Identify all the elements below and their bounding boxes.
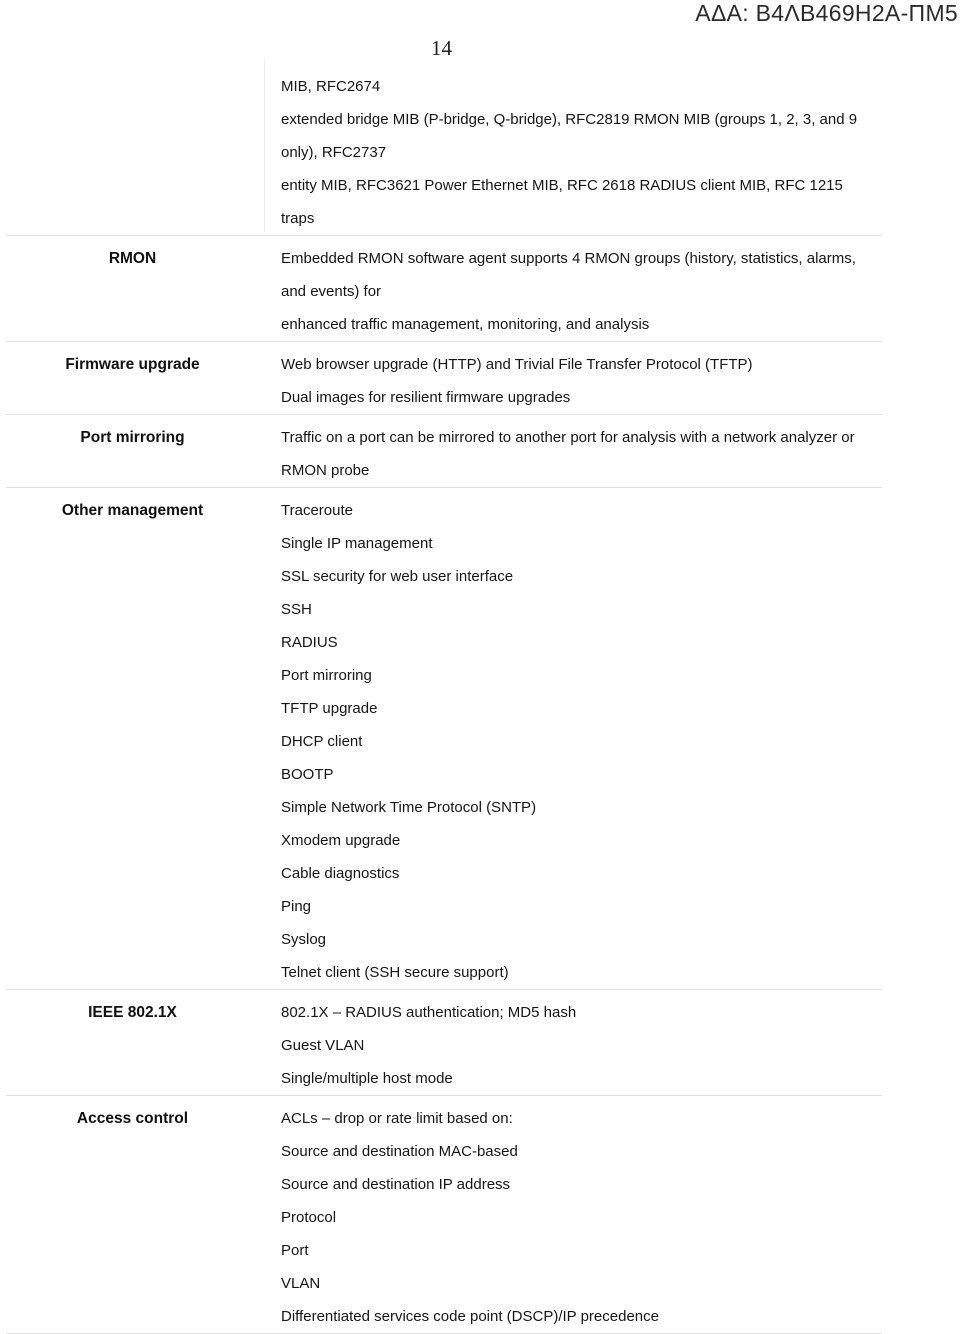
spec-values — [265, 990, 882, 1096]
spec-row-access-control — [0, 1096, 882, 1334]
spec-line: DHCP client — [281, 733, 363, 750]
spec-line: Port — [281, 1242, 309, 1259]
spec-label: RMON — [108, 250, 157, 267]
spec-line: ACLs – drop or rate limit based on: — [281, 1110, 513, 1127]
spec-line: Embedded RMON software agent supports 4 RMON groups (history, statistics, alarms, — [281, 250, 856, 267]
spec-row-firmware-upgrade — [0, 342, 882, 415]
spec-line: RMON probe — [281, 462, 370, 479]
page-number: 14 — [431, 36, 452, 60]
spec-line: Xmodem upgrade — [281, 832, 401, 849]
spec-values — [265, 60, 882, 236]
spec-line: only), RFC2737 — [281, 144, 387, 161]
spec-line: Dual images for resilient firmware upgrades — [281, 389, 571, 406]
spec-row-mib — [0, 60, 882, 236]
spec-line: 802.1X – RADIUS authentication; MD5 hash — [281, 1004, 577, 1021]
spec-line: extended bridge MIB (P-bridge, Q-bridge), RFC2819 RMON MIB (groups 1, 2, 3, and 9 — [281, 111, 858, 128]
spec-line: Single IP management — [281, 535, 433, 552]
spec-label — [0, 60, 265, 236]
spec-line: Port mirroring — [281, 667, 372, 684]
spec-table — [0, 60, 882, 1334]
spec-line: Guest VLAN — [281, 1037, 365, 1054]
spec-line: Telnet client (SSH secure support) — [281, 964, 509, 981]
spec-line: VLAN — [281, 1275, 321, 1292]
spec-line: SSL security for web user interface — [281, 568, 514, 585]
spec-line: Cable diagnostics — [281, 865, 400, 882]
spec-line: enhanced traffic management, monitoring, and analysis — [281, 316, 650, 333]
spec-row-port-mirroring — [0, 415, 882, 488]
spec-line: Simple Network Time Protocol (SNTP) — [281, 799, 537, 816]
spec-values — [265, 488, 882, 990]
spec-label: IEEE 802.1X — [88, 1004, 177, 1021]
spec-line: Single/multiple host mode — [281, 1070, 453, 1087]
spec-line: Syslog — [281, 931, 327, 948]
spec-line: Traffic on a port can be mirrored to another port for analysis with a network analyzer or — [281, 429, 855, 446]
spec-line: entity MIB, RFC3621 Power Ethernet MIB, RFC 2618 RADIUS client MIB, RFC 1215 — [281, 177, 843, 194]
spec-line: Traceroute — [281, 502, 353, 519]
spec-line: Ping — [281, 898, 312, 915]
spec-label: Firmware upgrade — [65, 356, 200, 373]
spec-line: SSH — [281, 601, 312, 618]
spec-line: MIB, RFC2674 — [281, 78, 381, 95]
spec-line: Differentiated services code point (DSCP)/IP precedence — [281, 1308, 659, 1325]
document-code: ΑΔΑ: Β4ΛΒ469Η2Α-ΠΜ5 — [695, 0, 958, 26]
spec-values — [265, 1096, 882, 1334]
spec-line: traps — [281, 210, 315, 227]
spec-values — [265, 236, 882, 342]
spec-row-rmon — [0, 236, 882, 342]
spec-line: Protocol — [281, 1209, 337, 1226]
spec-row-other-management — [0, 488, 882, 990]
spec-label: Other management — [61, 502, 204, 519]
spec-line: and events) for — [281, 283, 382, 300]
spec-label: Access control — [76, 1110, 189, 1127]
spec-line: Web browser upgrade (HTTP) and Trivial File Transfer Protocol (TFTP) — [281, 356, 753, 373]
spec-line: BOOTP — [281, 766, 334, 783]
spec-line: RADIUS — [281, 634, 338, 651]
spec-values — [265, 415, 882, 488]
spec-label: Port mirroring — [80, 429, 185, 446]
spec-values — [265, 342, 882, 415]
spec-line: Source and destination IP address — [281, 1176, 511, 1193]
spec-row-ieee-8021x — [0, 990, 882, 1096]
spec-line: TFTP upgrade — [281, 700, 378, 717]
spec-line: Source and destination MAC-based — [281, 1143, 518, 1160]
